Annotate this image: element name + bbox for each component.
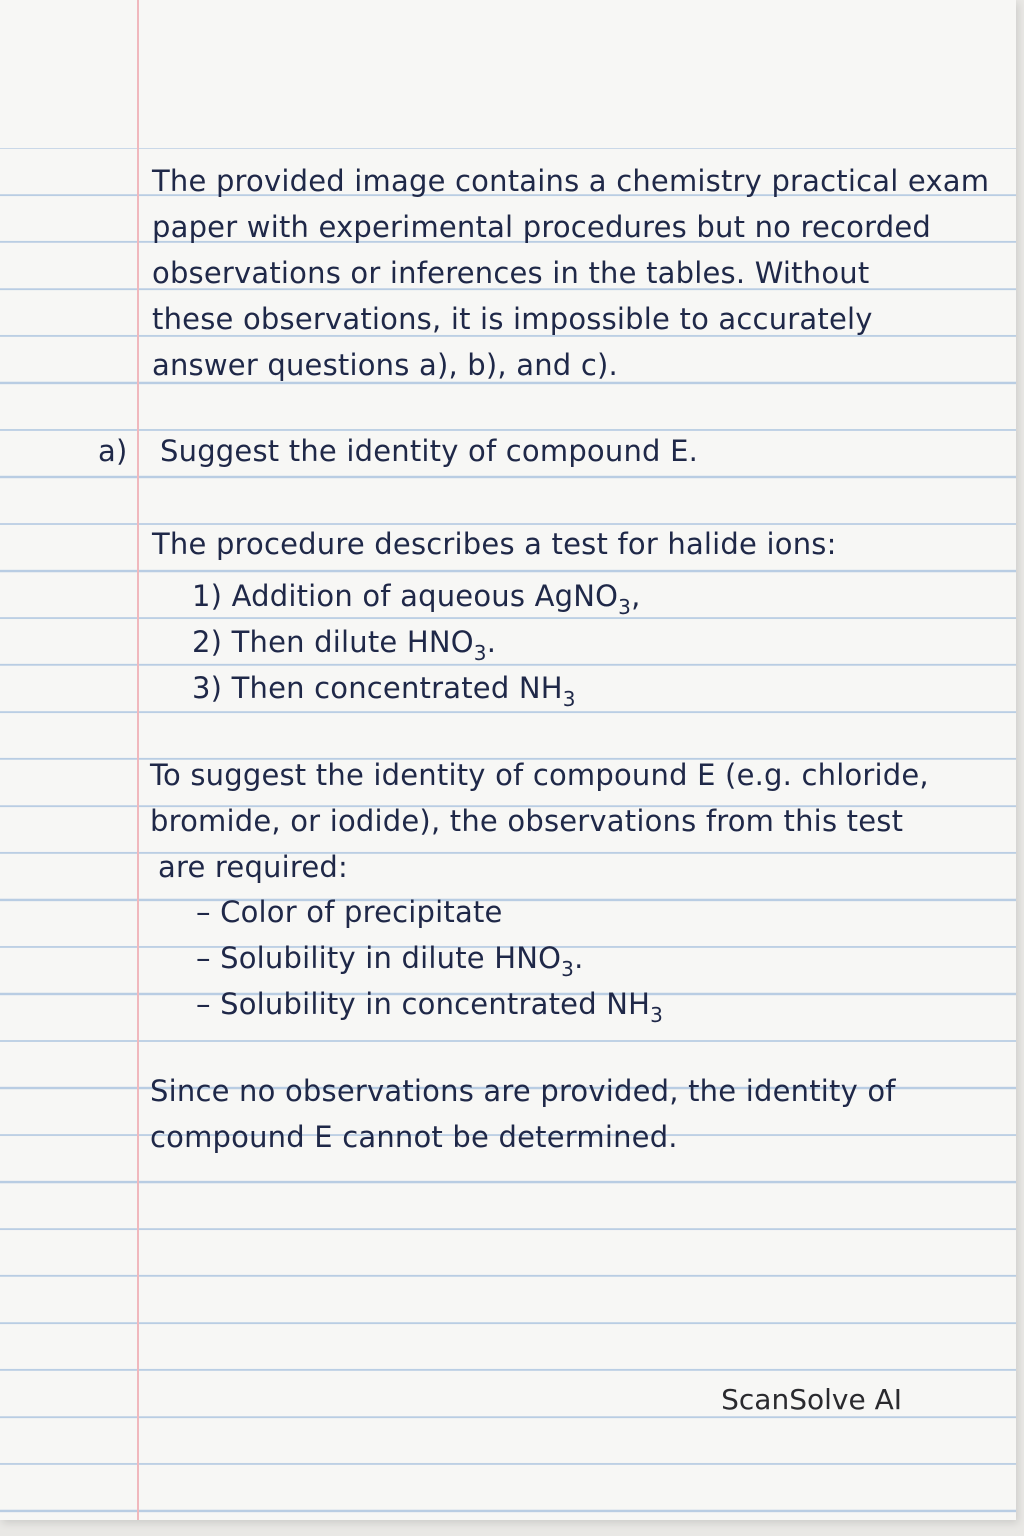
- intro-paragraph: [152, 158, 989, 388]
- requirements-paragraph: [150, 752, 929, 890]
- requirements-list: [196, 889, 663, 1027]
- requirements-line: bromide, or iodide), the observations from this test: [150, 804, 904, 838]
- intro-line: The provided image contains a chemistry practical exam: [152, 164, 990, 198]
- margin-line: [137, 0, 139, 1520]
- intro-line: paper with experimental procedures but no recorded: [152, 210, 931, 244]
- procedure-intro: The procedure describes a test for halide ions:: [152, 527, 837, 561]
- intro-line: answer questions a), b), and c).: [152, 348, 618, 382]
- page-header-margin: [0, 0, 1016, 148]
- requirements-item: – Color of precipitate: [196, 895, 503, 929]
- question-a-label: a): [98, 434, 128, 468]
- requirements-item: – Solubility in concentrated $NH_3$: [196, 987, 664, 1027]
- procedure-step: 3) Then concentrated $NH_3$: [192, 671, 576, 711]
- conclusion-paragraph: [150, 1068, 896, 1160]
- conclusion-line: compound E cannot be determined.: [150, 1120, 678, 1154]
- brand-watermark: ScanSolve AI: [721, 1383, 902, 1416]
- requirements-line: To suggest the identity of compound E (e.g. chloride,: [150, 758, 929, 792]
- requirements-item: – Solubility in dilute $HNO_3$.: [196, 941, 584, 981]
- procedure-steps: [192, 573, 641, 711]
- procedure-step: 1) Addition of aqueous AgNO$_3$,: [192, 579, 641, 619]
- procedure-step: 2) Then dilute $HNO_3$.: [192, 625, 497, 665]
- intro-line: these observations, it is impossible to accurately: [152, 302, 873, 336]
- question-a-text: Suggest the identity of compound E.: [160, 434, 699, 468]
- requirements-line: are required:: [158, 850, 348, 884]
- conclusion-line: Since no observations are provided, the identity of: [150, 1074, 896, 1108]
- intro-line: observations or inferences in the tables. Without: [152, 256, 870, 290]
